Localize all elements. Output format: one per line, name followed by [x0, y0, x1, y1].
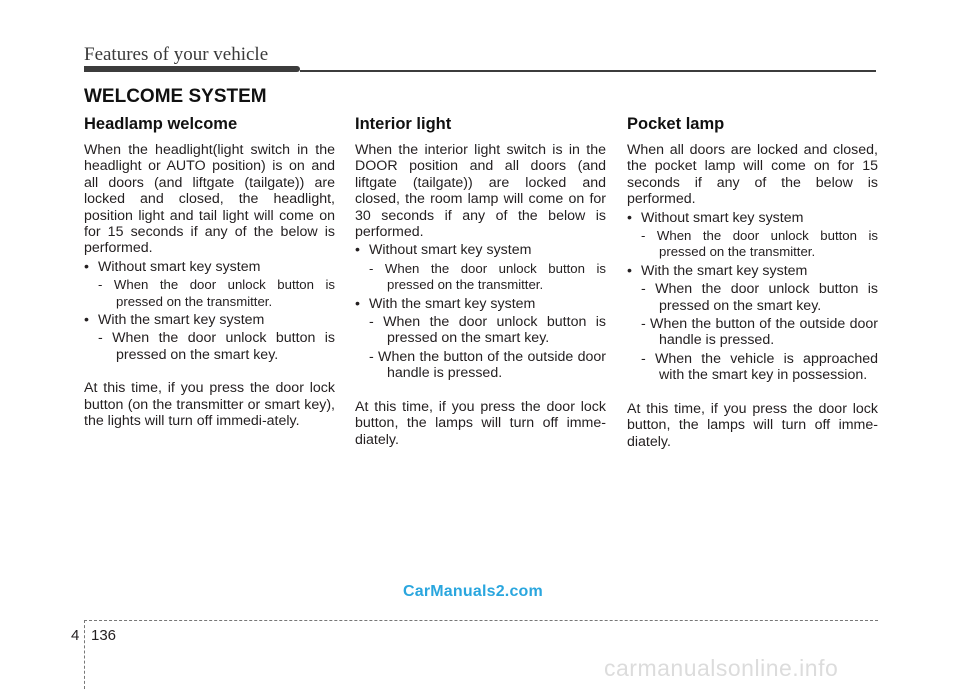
sub-item: - When the vehicle is approached with the smart key in possession.: [641, 350, 878, 384]
bullet-item: • With the smart key system: [84, 312, 335, 328]
page-number: 136: [91, 627, 117, 644]
page-header-title: Features of your vehicle: [84, 44, 269, 65]
header-rule: [300, 70, 876, 72]
column-pocket-lamp: [627, 114, 878, 450]
watermark-carmanuals2-link[interactable]: CarManuals2.com: [403, 583, 543, 600]
spacer: [627, 384, 878, 401]
footer-rule: [84, 620, 878, 621]
sub-item: - When the button of the outside door handle is pressed.: [641, 316, 878, 349]
watermark-carmanualsonline-link[interactable]: carmanualsonline.info: [604, 655, 839, 681]
outro-paragraph: At this time, if you press the door lock button, the lamps will turn off imme-diately.: [355, 398, 606, 448]
outro-paragraph: At this time, if you press the door lock button (on the transmitter or smart key), the lights will turn off immedi-ately.: [84, 380, 335, 430]
column-title: Headlamp welcome: [84, 115, 238, 133]
spacer: [84, 363, 335, 380]
footer-vertical-rule: [84, 620, 85, 689]
column-headlamp-welcome: [84, 114, 335, 430]
intro-paragraph: When the interior light switch is in the DOOR position and all doors (and liftgate (tailgate)) are locked and closed, the room lamp will come on for 30 seconds if any of the below is performed.: [355, 142, 606, 241]
column-title: Interior light: [355, 115, 452, 133]
sub-item: - When the door unlock button is pressed on the transmitter.: [98, 277, 335, 309]
sub-item: - When the door unlock button is pressed on the smart key.: [641, 281, 878, 314]
sub-item: - When the door unlock button is pressed on the transmitter.: [369, 260, 606, 293]
bullet-item: • Without smart key system: [355, 242, 606, 258]
section-title: WELCOME SYSTEM: [84, 86, 267, 107]
bullet-item: • Without smart key system: [627, 210, 878, 226]
bullet-item: • Without smart key system: [84, 259, 335, 275]
sub-item: - When the door unlock button is pressed on the smart key.: [98, 330, 335, 363]
sub-item: - When the door unlock button is pressed on the smart key.: [369, 314, 606, 347]
intro-paragraph: When all doors are locked and closed, the pocket lamp will come on for 15 seconds if any of the below is performed.: [627, 142, 878, 208]
bullet-item: • With the smart key system: [627, 263, 878, 279]
chapter-number: 4: [71, 627, 80, 644]
sub-item: - When the button of the outside door handle is pressed.: [369, 348, 606, 382]
sub-item: - When the door unlock button is pressed on the transmitter.: [641, 228, 878, 260]
spacer: [355, 382, 606, 399]
bullet-item: • With the smart key system: [355, 296, 606, 312]
column-title: Pocket lamp: [627, 115, 725, 133]
outro-paragraph: At this time, if you press the door lock button, the lamps will turn off imme-diately.: [627, 400, 878, 450]
header-bar: [84, 66, 300, 72]
intro-paragraph: When the headlight(light switch in the headlight or AUTO position) is on and all doors (and liftgate (tailgate)) are locked and closed, the headlight, position light and tail light will come on for 15 seconds if any of the below is performed.: [84, 142, 335, 257]
column-interior-light: [355, 114, 606, 448]
